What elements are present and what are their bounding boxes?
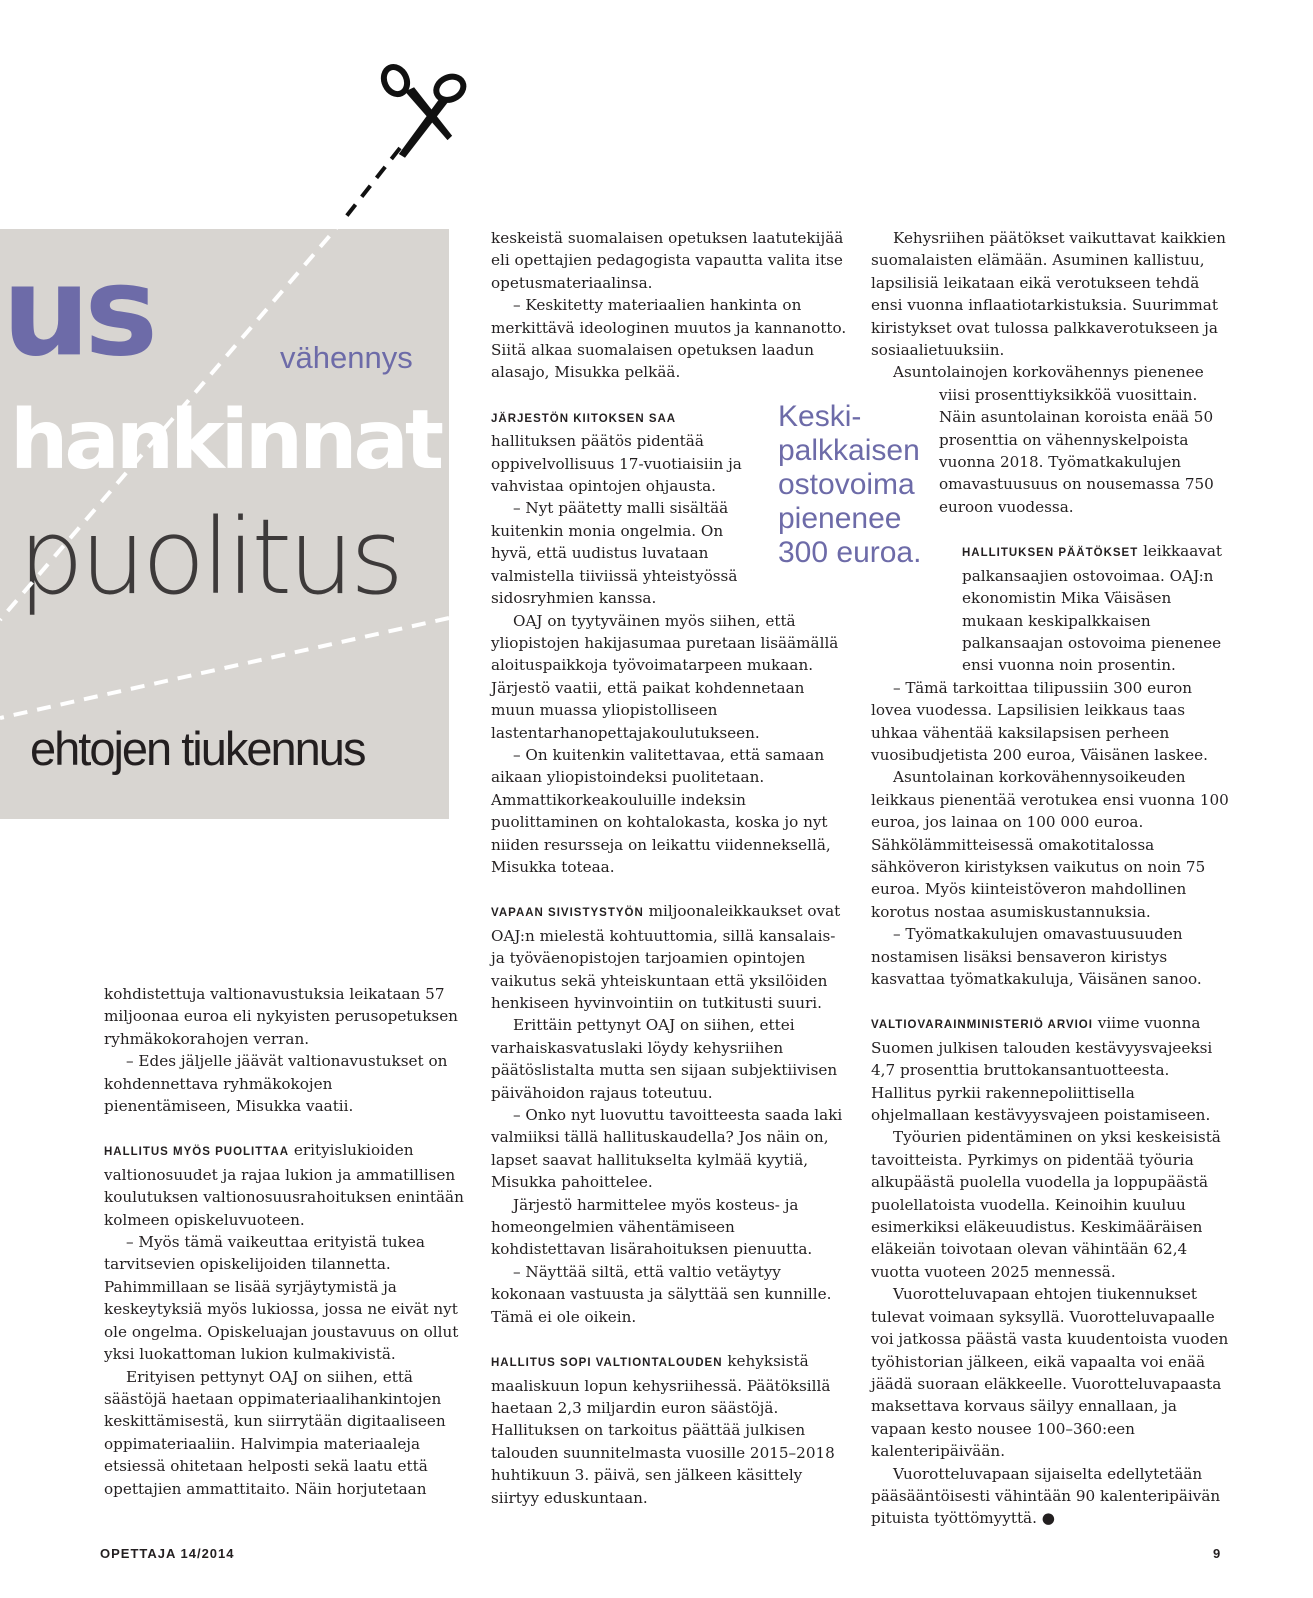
paragraph: – Onko nyt luovuttu tavoitteesta saada laki valmiiksi tällä hallituskaudella? Jos näin on, lapset saavat hallitukselta kylmää kyytiä, Misukka pahoittelee. <box>491 1106 843 1192</box>
pull-line: palkkaisen <box>778 434 920 467</box>
paragraph: HALLITUS SOPI VALTIONTALOUDEN kehyksistä maaliskuun lopun kehysriihessä. Päätöksillä haetaan 2,3 miljardin euron säästöjä. Hallituksen on tarkoitus päättää julkisen talouden suunnitelmasta vuosille 2015–2018 huhtikuun 3. päivä, sen jälkeen käsittely siirtyy eduskuntaan. <box>491 1352 835 1507</box>
paragraph: kohdistettuja valtionavustuksia leikataan 57 miljoonaa euroa eli nykyisten perusopetuksen ryhmäkokorahojen verran. <box>104 985 458 1048</box>
paragraph: Erityisen pettynyt OAJ on siihen, että säästöjä haetaan oppimateriaalihankintojen keskittämisestä, kun siirrytään digitaaliseen oppimateriaaliin. Halvimpia materiaaleja etsiessä ohitetaan helposti sekä laatu että opettajien ammattitaito. Näin horjutetaan <box>104 1367 446 1498</box>
paragraph: – Näyttää siltä, että valtio vetäytyy kokonaan vastuusta ja sälyttää sen kunnille. Tämä ei ole oikein. <box>491 1262 832 1326</box>
kicker: HALLITUKSEN PÄÄTÖKSET <box>962 547 1139 560</box>
paragraph: VAPAAN SIVISTYSTYÖN miljoonaleikkaukset ovat OAJ:n mielestä kohtuuttomia, sillä kansalais- ja työväenopistojen tarjoamien opintojen vaikutus sekä yhteiskuntaan että yksilöiden henkiseen hyvinvointiin on tutkitusti suuri. <box>491 902 841 1012</box>
paragraph: Kehysriihen päätökset vaikuttavat kaikkien suomalaisten elämään. Asuminen kallistuu, lapsilisiä leikataan eikä verotukseen tehdä ensi vuonna inflaatiotarkistuksia. Suurimmat kiristykset ovat tulossa palkkaverotukseen ja sosiaalietuuksiin. <box>871 229 1226 360</box>
pull-line: ostovoima <box>778 468 915 501</box>
kicker: HALLITUS SOPI VALTIONTALOUDEN <box>491 1357 723 1370</box>
paragraph: – Edes jäljelle jäävät valtionavustukset on kohdennettava ryhmäkokojen pienentämiseen, Misukka vaatii. <box>104 1052 448 1116</box>
pull-line: 300 euroa. <box>778 536 922 569</box>
paragraph: VALTIOVARAINMINISTERIÖ ARVIOI viime vuonna Suomen julkisen talouden kestävyysvajeeksi 4,7 prosenttia bruttokansantuotteesta. Hallitus pyrkii rakennepoliittisella ohjelmallaan kestävyysvajeen poistamiseen. <box>871 1014 1213 1125</box>
headline-us: us <box>2 240 153 384</box>
paragraph: Järjestö harmittelee myös kosteus- ja homeongelmien vähentämiseen kohdistettavan lisärahoituksen pienuutta. <box>491 1195 813 1259</box>
paragraph: – Myös tämä vaikeuttaa erityistä tukea tarvitsevien opiskelijoiden tilannetta. Pahimmillaan se lisää syrjäytymistä ja keskeytyksiä myös lukiossa, jossa ne eivät nyt ole ongelma. Opiskeluajan joustavuus on ollut yksi luokattoman lukion kulmakivistä. <box>104 1233 459 1364</box>
paragraph: OAJ on tyytyväinen myös siihen, että yliopistojen hakijasumaa puretaan lisäämällä aloituspaikkoja työvoimatarpeen mukaan. Järjestö vaatii, että paikat kohdennetaan muun muassa yliopistolliseen lastentarhanopettajakoulutukseen. <box>491 611 839 742</box>
paragraph: Asuntolainan korkovähennysoikeuden leikkaus pienentää verotukea ensi vuonna 100 euroa, jos lainaa on 100 000 euroa. Sähkölämmitteisessä omakotitalossa sähköveron kiristyksen vaikutus on noin 75 euroa. Myös kiinteistöveron mahdollinen korotus nostaa asumiskustannuksia. <box>871 768 1229 921</box>
footer-publication: OPETTAJA 14/2014 <box>100 1546 235 1561</box>
pull-line: Keski- <box>778 400 862 433</box>
kicker: VALTIOVARAINMINISTERIÖ ARVIOI <box>871 1019 1093 1032</box>
paragraph: Vuorotteluvapaan ehtojen tiukennukset tulevat voimaan syksyllä. Vuorotteluvapaalle voi jatkossa päästä vasta kuudentoista vuoden työhistorian jälkeen, eikä vapaalta voi enää jäädä suoraan eläkkeelle. Vuorotteluvapaasta maksettava korvaus säilyy ennallaan, ja vapaan kesto nousee 100–360:een kalenteripäivään. <box>871 1285 1229 1461</box>
pull-line: pienenee <box>778 502 902 535</box>
kicker: HALLITUS MYÖS PUOLITTAA <box>104 1146 290 1159</box>
paragraph: – On kuitenkin valitettavaa, että samaan aikaan yliopistoindeksi puolitetaan. Ammattikorkeakouluille indeksin puolittaminen on kohtalokasta, koska jo nyt niiden resursseja on leikattu viidenneksellä, Misukka toteaa. <box>491 745 831 876</box>
paragraph: keskeistä suomalaisen opetuksen laatutekijää eli opettajien pedagogista vapautta valita itse opetusmateriaalinsa. <box>491 229 844 292</box>
paragraph: Työurien pidentäminen on yksi keskeisistä tavoitteista. Pyrkimys on pidentää työuria alkupäästä puolella vuodella ja loppupäästä puolellatoista vuodella. Keinoihin kuuluu esimerkiksi eläkeuudistus. Keskimääräisen eläkeiän toivotaan olevan vähintään 62,4 vuotta vuoteen 2025 mennessä. <box>871 1128 1221 1281</box>
scissors-icon <box>364 42 482 161</box>
paragraph: Vuorotteluvapaan sijaiselta edellytetään pääsääntöisesti vähintään 90 kalenteripäivän pituista työttömyyttä. ● <box>871 1464 1221 1528</box>
paragraph: – Keskitetty materiaalien hankinta on merkittävä ideologinen muutos ja kannanotto. Siitä alkaa suomalaisen opetuksen laadun alasajo, Misukka pelkää. <box>491 296 847 382</box>
headline-puolitus: puolitus <box>18 496 401 618</box>
kicker: JÄRJESTÖN KIITOKSEN SAA <box>491 412 677 425</box>
kicker: VAPAAN SIVISTYSTYÖN <box>491 907 644 920</box>
paragraph: HALLITUKSEN PÄÄTÖKSET leikkaavat palkansaajien ostovoimaa. OAJ:n ekonomistin Mika Väisäsen mukaan keskipalkkaisen palkansaajan ostovoima pienenee ensi vuonna noin prosentin. <box>962 542 1223 675</box>
paragraph: – Työmatkakulujen omavastuusuuden nostamisen lisäksi bensaveron kiristys kasvattaa työmatkakuluja, Väisänen sanoo. <box>871 925 1202 988</box>
headline-hankinnat: hankinnat <box>10 393 441 488</box>
paragraph: – Tämä tarkoittaa tilipussiin 300 euron lovea vuodessa. Lapsilisien leikkaus taas uhkaa vähentää kaksilapsisen perheen vuosibudjetista 200 euroa, Väisänen laskee. <box>871 678 1208 764</box>
paragraph: HALLITUS MYÖS PUOLITTAA erityislukioiden valtionosuudet ja rajaa lukion ja ammatillisen koulutuksen valtionosuusrahoituksen enintään kolmeen opiskeluvuoteen. <box>104 1141 464 1229</box>
paragraph: Asuntolainojen korkovähennys pienenee viisi prosenttiyksikköä vuosittain. Näin asuntolainan koroista enää 50 prosenttia on vähennyskelpoista vuonna 2018. Työmatkakulujen omavastuusuus on nousemassa 750 euroon vuodessa. <box>893 363 1214 516</box>
paragraph: JÄRJESTÖN KIITOKSEN SAA hallituksen päätös pidentää oppivelvollisuus 17-vuotiaisiin ja vahvistaa opintojen ohjausta. <box>491 412 742 496</box>
paragraph: – Nyt päätetty malli sisältää kuitenkin monia ongelmia. On hyvä, että uudistus luvataan valmistella tiiviissä yhteistyössä sidosryhmien kanssa. <box>491 499 738 608</box>
article-column-1 <box>104 983 464 1500</box>
article-column-3 <box>871 227 1231 1530</box>
page-number: 9 <box>1213 1546 1222 1561</box>
paragraph: Erittäin pettynyt OAJ on siihen, ettei varhaiskasvatuslaki löydy kehysriihen päätöslistalta mutta sen sijaan subjektiivisen päivähoidon rajaus toteutuu. <box>491 1016 838 1102</box>
article-column-2 <box>491 227 851 1509</box>
headline-vahennys: vähennys <box>280 340 413 375</box>
headline-ehtojen: ehtojen tiukennus <box>30 722 365 775</box>
